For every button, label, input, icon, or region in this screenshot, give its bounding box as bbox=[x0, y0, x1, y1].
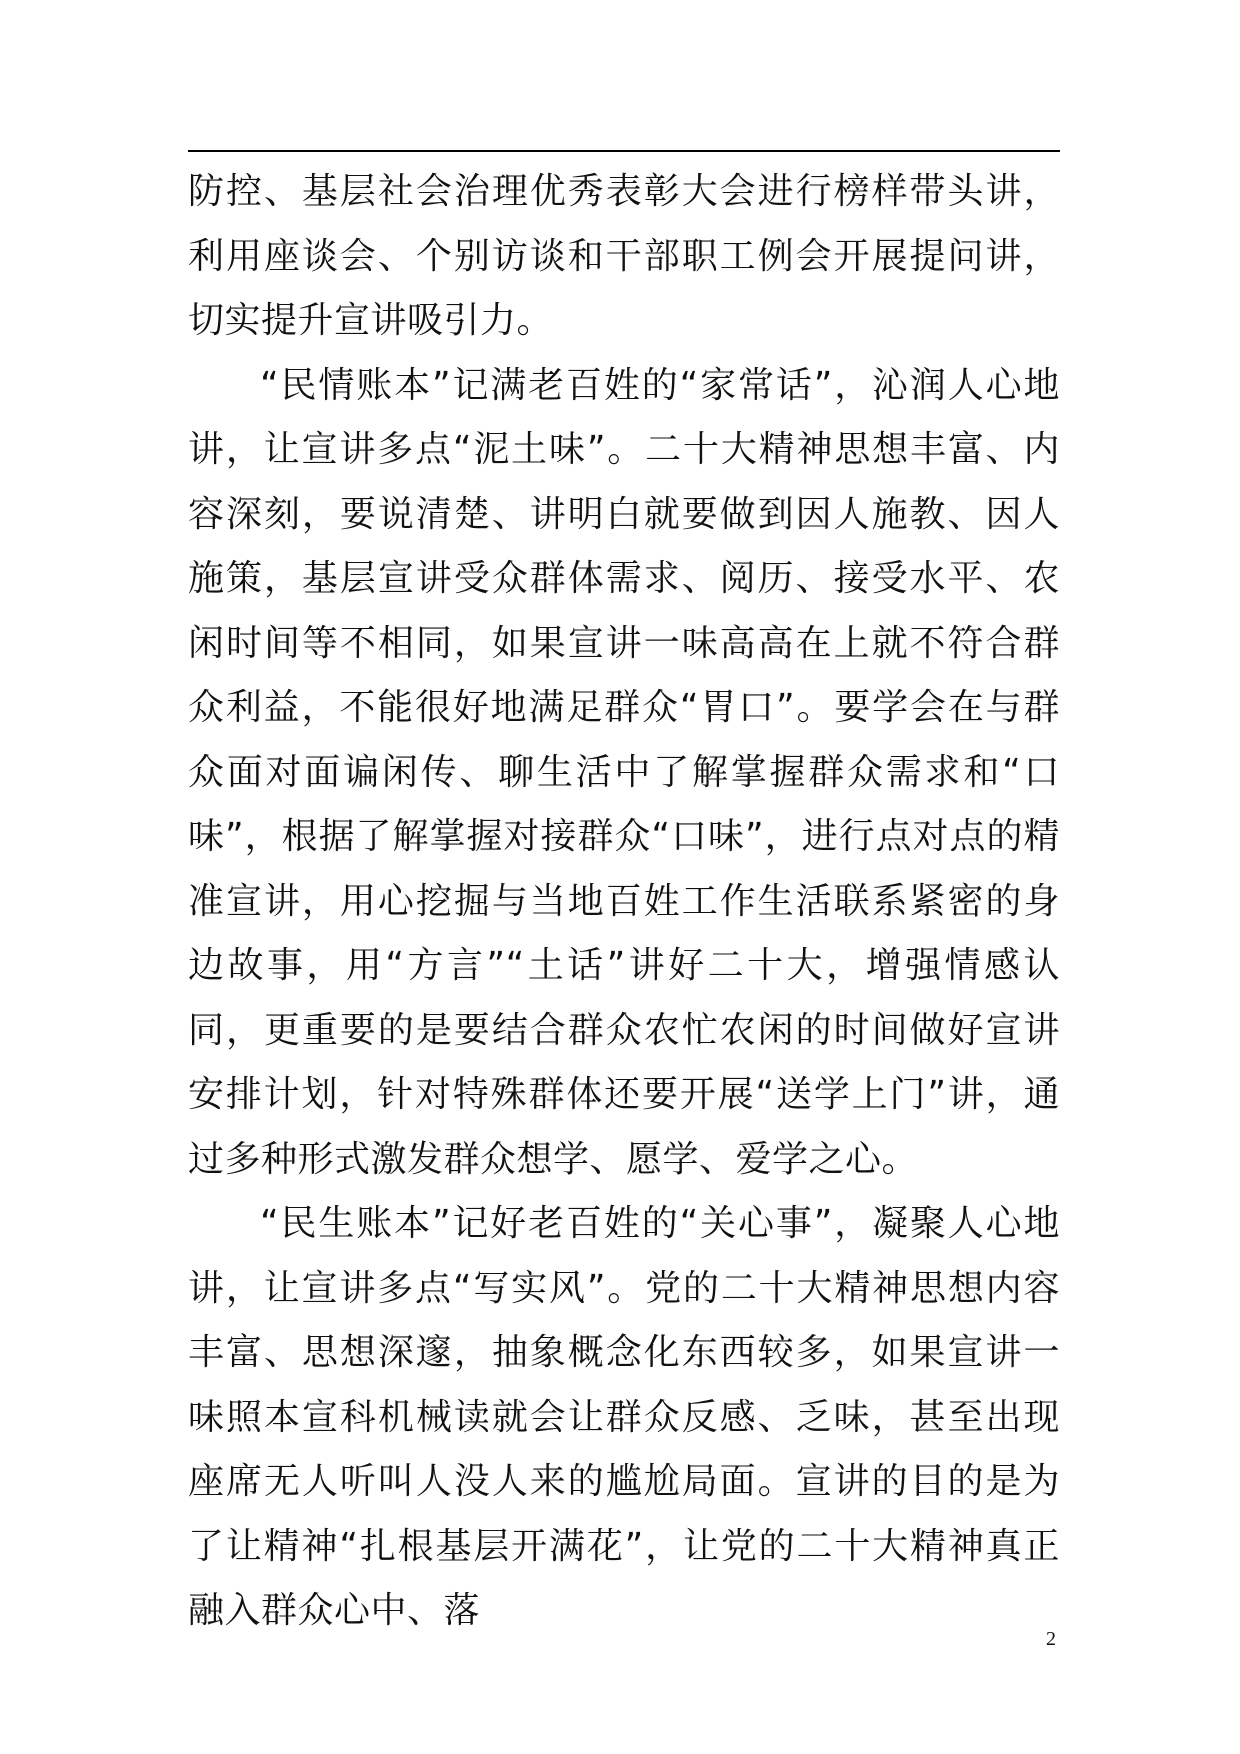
paragraph-continuation: 防控、基层社会治理优秀表彰大会进行榜样带头讲，利用座谈会、个别访谈和干部职工例会开展提问讲，切实提升宣讲吸引力。 bbox=[188, 171, 1060, 341]
paragraph-minqing-zhangben: “民情账本”记满老百姓的“家常话”，沁润人心地讲，让宣讲多点“泥土味”。二十大精神思想丰富、内容深刻，要说清楚、讲明白就要做到因人施教、因人施策，基层宣讲受众群体需求、阅历、接受水平、农闲时间等不相同，如果宣讲一味高高在上就不符合群众利益，不能很好地满足群众“胃口”。要学会在与群众面对面谝闲传、聊生活中了解掌握群众需求和“口味”，根据了解掌握对接群众“口味”，进行点对点的精准宣讲，用心挖掘与当地百姓工作生活联系紧密的身边故事，用“方言”“土话”讲好二十大，增强情感认同，更重要的是要结合群众农忙农闲的时间做好宣讲安排计划，针对特殊群体还要开展“送学上门”讲，通过多种形式激发群众想学、愿学、爱学之心。 bbox=[188, 364, 1060, 1180]
page-number: 2 bbox=[1046, 1628, 1056, 1650]
header-rule bbox=[188, 150, 1060, 152]
body-text bbox=[188, 160, 1060, 1644]
paragraph-minsheng-zhangben: “民生账本”记好老百姓的“关心事”，凝聚人心地讲，让宣讲多点“写实风”。党的二十大精神思想内容丰富、思想深邃，抽象概念化东西较多，如果宣讲一味照本宣科机械读就会让群众反感、乏味，甚至出现座席无人听叫人没人来的尴尬局面。宣讲的目的是为了让精神“扎根基层开满花”，让党的二十大精神真正融入群众心中、落 bbox=[188, 1203, 1060, 1631]
